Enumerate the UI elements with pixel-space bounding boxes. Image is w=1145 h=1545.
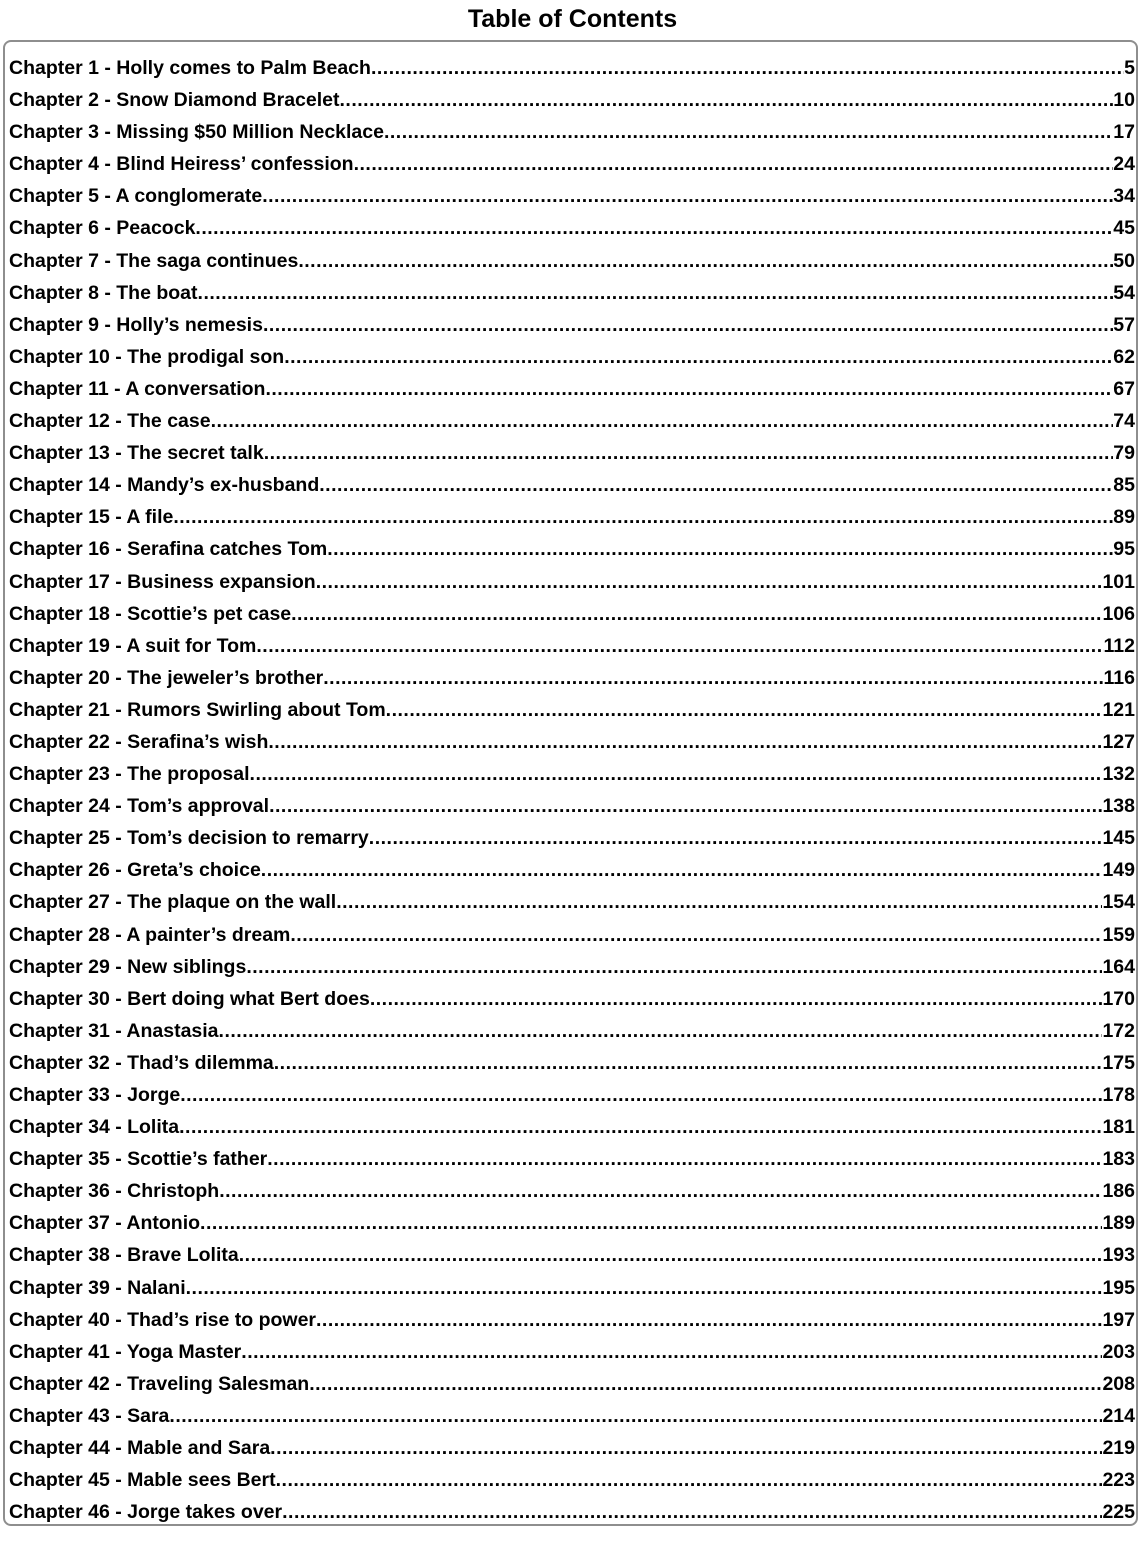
- chapter-title: Chapter 6 - Peacock: [9, 217, 196, 240]
- toc-entry[interactable]: [9, 1111, 1135, 1143]
- chapter-title: Chapter 14 - Mandy’s ex-husband: [9, 474, 320, 497]
- toc-entry[interactable]: [9, 630, 1135, 662]
- chapter-title: Chapter 37 - Antonio: [9, 1212, 201, 1235]
- dot-leader: [219, 1175, 1102, 1207]
- dot-leader: [169, 1400, 1102, 1432]
- chapter-title: Chapter 26 - Greta’s choice: [9, 859, 261, 882]
- toc-entry[interactable]: [9, 84, 1135, 116]
- page-number: 24: [1113, 153, 1135, 176]
- chapter-title: Chapter 43 - Sara: [9, 1404, 170, 1427]
- chapter-title: Chapter 46 - Jorge takes over: [9, 1501, 283, 1524]
- dot-leader: [316, 1304, 1102, 1336]
- page-number: 106: [1102, 602, 1135, 625]
- toc-entry[interactable]: [9, 405, 1135, 437]
- chapter-title: Chapter 17 - Business expansion: [9, 570, 316, 593]
- dot-leader: [369, 822, 1103, 854]
- chapter-title: Chapter 12 - The case: [9, 410, 211, 433]
- toc-entry[interactable]: [9, 212, 1135, 244]
- chapter-title: Chapter 22 - Serafina’s wish: [9, 730, 269, 753]
- chapter-title: Chapter 31 - Anastasia: [9, 1019, 219, 1042]
- chapter-title: Chapter 27 - The plaque on the wall: [9, 891, 337, 914]
- page-number: 208: [1102, 1372, 1135, 1395]
- dot-leader: [180, 1079, 1102, 1111]
- dot-leader: [327, 533, 1113, 565]
- dot-leader: [246, 951, 1102, 983]
- toc-entry[interactable]: [9, 501, 1135, 533]
- dot-leader: [323, 662, 1103, 694]
- page-number: 57: [1113, 313, 1135, 336]
- toc-entry[interactable]: [9, 854, 1135, 886]
- page-number: 10: [1113, 89, 1135, 112]
- page-number: 193: [1102, 1244, 1135, 1267]
- dot-leader: [198, 277, 1114, 309]
- page-number: 89: [1113, 506, 1135, 529]
- chapter-title: Chapter 9 - Holly’s nemesis: [9, 313, 263, 336]
- dot-leader: [219, 1015, 1103, 1047]
- dot-leader: [186, 1272, 1103, 1304]
- dot-leader: [274, 1047, 1103, 1079]
- page-number: 74: [1113, 410, 1135, 433]
- toc-entry[interactable]: [9, 309, 1135, 341]
- chapter-title: Chapter 35 - Scottie’s father: [9, 1148, 268, 1171]
- chapter-title: Chapter 4 - Blind Heiress’ confession: [9, 153, 354, 176]
- chapter-title: Chapter 5 - A conglomerate: [9, 185, 263, 208]
- page-number: 203: [1102, 1340, 1135, 1363]
- page-number: 138: [1102, 795, 1135, 818]
- dot-leader: [319, 469, 1113, 501]
- toc-entry[interactable]: [9, 1047, 1135, 1079]
- dot-leader: [262, 180, 1113, 212]
- toc-entry[interactable]: [9, 1496, 1135, 1528]
- toc-entry[interactable]: [9, 1079, 1135, 1111]
- dot-leader: [211, 405, 1114, 437]
- chapter-title: Chapter 45 - Mable sees Bert: [9, 1469, 276, 1492]
- chapter-title: Chapter 32 - Thad’s dilemma: [9, 1051, 274, 1074]
- toc-entry[interactable]: [9, 533, 1135, 565]
- dot-leader: [268, 726, 1102, 758]
- toc-entry[interactable]: [9, 566, 1135, 598]
- chapter-title: Chapter 1 - Holly comes to Palm Beach: [9, 57, 371, 79]
- page-number: 5: [1124, 57, 1135, 79]
- page-number: 159: [1102, 923, 1135, 946]
- chapter-title: Chapter 16 - Serafina catches Tom: [9, 538, 328, 561]
- toc-entry[interactable]: [9, 983, 1135, 1015]
- page-number: 183: [1102, 1148, 1135, 1171]
- toc-entry[interactable]: [9, 437, 1135, 469]
- page-number: 121: [1102, 698, 1135, 721]
- dot-leader: [195, 212, 1113, 244]
- dot-leader: [250, 758, 1103, 790]
- toc-entry[interactable]: [9, 52, 1135, 84]
- dot-leader: [264, 437, 1114, 469]
- page-number: 62: [1113, 345, 1135, 368]
- page-number: 45: [1113, 217, 1135, 240]
- page-number: 79: [1113, 442, 1135, 465]
- dot-leader: [339, 84, 1113, 116]
- dot-leader: [179, 1111, 1102, 1143]
- chapter-title: Chapter 24 - Tom’s approval: [9, 795, 270, 818]
- toc-entry[interactable]: [9, 822, 1135, 854]
- chapter-title: Chapter 10 - The prodigal son: [9, 345, 285, 368]
- page-number: 186: [1102, 1180, 1135, 1203]
- toc-entry[interactable]: [9, 951, 1135, 983]
- page-number: 149: [1102, 859, 1135, 882]
- dot-leader: [265, 373, 1113, 405]
- toc-entry[interactable]: [9, 1464, 1135, 1496]
- toc-entry[interactable]: [9, 1400, 1135, 1432]
- chapter-title: Chapter 7 - The saga continues: [9, 249, 299, 272]
- chapter-title: Chapter 40 - Thad’s rise to power: [9, 1308, 317, 1331]
- dot-leader: [384, 116, 1113, 148]
- chapter-title: Chapter 11 - A conversation: [9, 377, 266, 400]
- page-number: 85: [1113, 474, 1135, 497]
- page-number: 112: [1103, 634, 1135, 657]
- chapter-title: Chapter 8 - The boat: [9, 281, 198, 304]
- chapter-title: Chapter 33 - Jorge: [9, 1084, 181, 1106]
- chapter-title: Chapter 21 - Rumors Swirling about Tom: [9, 698, 386, 721]
- chapter-title: Chapter 28 - A painter’s dream: [9, 923, 291, 946]
- toc-entry[interactable]: [9, 758, 1135, 790]
- page-number: 67: [1113, 377, 1135, 400]
- toc-entry[interactable]: [9, 886, 1135, 918]
- chapter-title: Chapter 39 - Nalani: [9, 1276, 186, 1299]
- toc-entry[interactable]: [9, 1143, 1135, 1175]
- chapter-title: Chapter 42 - Traveling Salesman: [9, 1372, 310, 1395]
- chapter-title: Chapter 30 - Bert doing what Bert does: [9, 987, 370, 1010]
- toc-entry[interactable]: [9, 790, 1135, 822]
- toc-entry[interactable]: [9, 1336, 1135, 1368]
- toc-list: [9, 52, 1135, 1528]
- dot-leader: [276, 1464, 1103, 1496]
- toc-entry[interactable]: [9, 180, 1135, 212]
- page-number: 178: [1102, 1084, 1135, 1106]
- toc-entry[interactable]: [9, 116, 1135, 148]
- toc-entry[interactable]: [9, 1175, 1135, 1207]
- dot-leader: [200, 1207, 1102, 1239]
- dot-leader: [261, 854, 1103, 886]
- page-number: 145: [1102, 827, 1135, 850]
- toc-entry[interactable]: [9, 1304, 1135, 1336]
- toc-entry[interactable]: [9, 148, 1135, 180]
- toc-entry[interactable]: [9, 726, 1135, 758]
- page-number: 219: [1102, 1437, 1135, 1460]
- page-number: 50: [1113, 249, 1135, 272]
- toc-entry[interactable]: [9, 469, 1135, 501]
- dot-leader: [173, 501, 1113, 533]
- page-number: 181: [1102, 1116, 1135, 1139]
- dot-leader: [269, 790, 1102, 822]
- dot-leader: [354, 148, 1114, 180]
- toc-entry[interactable]: [9, 1015, 1135, 1047]
- page-number: 223: [1102, 1469, 1135, 1492]
- dot-leader: [309, 1368, 1102, 1400]
- dot-leader: [263, 309, 1113, 341]
- dot-leader: [267, 1143, 1102, 1175]
- dot-leader: [256, 630, 1103, 662]
- page-number: 17: [1113, 121, 1135, 144]
- dot-leader: [291, 598, 1102, 630]
- chapter-title: Chapter 25 - Tom’s decision to remarry: [9, 827, 369, 850]
- chapter-title: Chapter 23 - The proposal: [9, 763, 250, 786]
- toc-entry[interactable]: [9, 373, 1135, 405]
- toc-entry[interactable]: [9, 598, 1135, 630]
- chapter-title: Chapter 29 - New siblings: [9, 955, 247, 978]
- chapter-title: Chapter 18 - Scottie’s pet case: [9, 602, 292, 625]
- chapter-title: Chapter 2 - Snow Diamond Bracelet: [9, 89, 340, 112]
- toc-entry[interactable]: [9, 1207, 1135, 1239]
- page-number: 132: [1102, 763, 1135, 786]
- dot-leader: [239, 1239, 1103, 1271]
- toc-entry[interactable]: [9, 341, 1135, 373]
- toc-entry[interactable]: [9, 1432, 1135, 1464]
- page-number: 154: [1102, 891, 1135, 914]
- toc-entry[interactable]: [9, 694, 1135, 726]
- page-number: 127: [1102, 730, 1135, 753]
- page-number: 116: [1103, 666, 1135, 689]
- dot-leader: [370, 983, 1103, 1015]
- chapter-title: Chapter 41 - Yoga Master: [9, 1340, 242, 1363]
- chapter-title: Chapter 15 - A file: [9, 506, 174, 529]
- toc-entry[interactable]: [9, 1368, 1135, 1400]
- chapter-title: Chapter 20 - The jeweler’s brother: [9, 666, 324, 689]
- page-number: 225: [1102, 1501, 1135, 1524]
- page-number: 95: [1113, 538, 1135, 561]
- page-number: 175: [1102, 1051, 1135, 1074]
- page-number: 172: [1102, 1019, 1135, 1042]
- dot-leader: [290, 919, 1102, 951]
- toc-entry[interactable]: [9, 1272, 1135, 1304]
- chapter-title: Chapter 44 - Mable and Sara: [9, 1437, 271, 1460]
- dot-leader: [270, 1432, 1102, 1464]
- page-number: 197: [1102, 1308, 1135, 1331]
- toc-entry[interactable]: [9, 245, 1135, 277]
- page-number: 34: [1113, 185, 1135, 208]
- dot-leader: [282, 1496, 1102, 1528]
- chapter-title: Chapter 13 - The secret talk: [9, 442, 264, 465]
- toc-entry[interactable]: [9, 919, 1135, 951]
- dot-leader: [371, 52, 1124, 84]
- dot-leader: [336, 886, 1102, 918]
- dot-leader: [298, 245, 1113, 277]
- dot-leader: [386, 694, 1103, 726]
- page-number: 189: [1102, 1212, 1135, 1235]
- chapter-title: Chapter 34 - Lolita: [9, 1116, 180, 1139]
- chapter-title: Chapter 38 - Brave Lolita: [9, 1244, 239, 1267]
- toc-entry[interactable]: [9, 1239, 1135, 1271]
- toc-entry[interactable]: [9, 662, 1135, 694]
- page-number: 195: [1102, 1276, 1135, 1299]
- chapter-title: Chapter 3 - Missing $50 Million Necklace: [9, 121, 384, 144]
- dot-leader: [284, 341, 1113, 373]
- page-number: 170: [1102, 987, 1135, 1010]
- page-number: 164: [1102, 955, 1135, 978]
- toc-entry[interactable]: [9, 277, 1135, 309]
- dot-leader: [241, 1336, 1102, 1368]
- page-number: 214: [1102, 1404, 1135, 1427]
- page-title: Table of Contents: [467, 5, 678, 33]
- dot-leader: [316, 566, 1103, 598]
- chapter-title: Chapter 19 - A suit for Tom: [9, 634, 257, 657]
- chapter-title: Chapter 36 - Christoph: [9, 1180, 220, 1203]
- page-number: 54: [1113, 281, 1135, 304]
- page-number: 101: [1102, 570, 1135, 593]
